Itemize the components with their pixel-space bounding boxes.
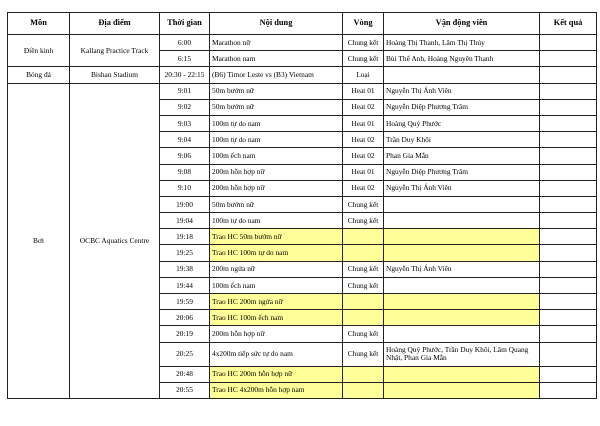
result-cell — [540, 342, 597, 366]
venue-cell: OCBC Aquatics Centre — [70, 83, 160, 398]
time-cell: 20:30 - 22:15 — [160, 67, 210, 83]
event-cell: 200m hỗn hợp nữ — [210, 326, 343, 342]
athletes-cell: Nguyễn Thị Ánh Viên — [384, 261, 540, 277]
athletes-cell: Nguyễn Diệp Phương Trâm — [384, 99, 540, 115]
round-cell — [343, 229, 384, 245]
athletes-cell: Nguyễn Diệp Phương Trâm — [384, 164, 540, 180]
round-cell: Chung kết — [343, 213, 384, 229]
round-cell — [343, 366, 384, 382]
event-cell: Trao HC 200m hỗn hợp nữ — [210, 366, 343, 382]
round-cell — [343, 310, 384, 326]
header-athletes: Vận động viên — [384, 13, 540, 35]
time-cell: 19:04 — [160, 213, 210, 229]
athletes-cell — [384, 229, 540, 245]
round-cell: Heat 02 — [343, 132, 384, 148]
round-cell: Chung kết — [343, 342, 384, 366]
event-cell: (B6) Timor Leste vs (B3) Vietnam — [210, 67, 343, 83]
round-cell — [343, 245, 384, 261]
round-cell: Chung kết — [343, 277, 384, 293]
time-cell: 9:02 — [160, 99, 210, 115]
result-cell — [540, 51, 597, 67]
round-cell: Chung kết — [343, 196, 384, 212]
athletes-cell — [384, 196, 540, 212]
athletes-cell: Nguyễn Thị Ánh Viên — [384, 83, 540, 99]
sport-cell: Bơi — [8, 83, 70, 398]
header-sport: Môn — [8, 13, 70, 35]
header-result: Kết quả — [540, 13, 597, 35]
result-cell — [540, 164, 597, 180]
athletes-cell: Hoàng Thị Thanh, Lâm Thị Thúy — [384, 35, 540, 51]
athletes-cell: Hoàng Quý Phước — [384, 115, 540, 131]
table-row — [8, 67, 597, 83]
athletes-cell — [384, 326, 540, 342]
event-cell: 200m hỗn hợp nữ — [210, 180, 343, 196]
schedule-table — [7, 12, 597, 399]
time-cell: 9:03 — [160, 115, 210, 131]
header-time: Thời gian — [160, 13, 210, 35]
athletes-cell — [384, 310, 540, 326]
round-cell: Heat 01 — [343, 115, 384, 131]
time-cell: 19:38 — [160, 261, 210, 277]
event-cell: 50m bướm nữ — [210, 83, 343, 99]
event-cell: 100m ếch nam — [210, 148, 343, 164]
event-cell: 100m tự do nam — [210, 132, 343, 148]
time-cell: 20:25 — [160, 342, 210, 366]
event-cell: 200m ngửa nữ — [210, 261, 343, 277]
round-cell: Heat 02 — [343, 180, 384, 196]
athletes-cell — [384, 366, 540, 382]
result-cell — [540, 35, 597, 51]
table-row — [8, 83, 597, 99]
time-cell: 6:00 — [160, 35, 210, 51]
sport-cell: Điền kinh — [8, 35, 70, 67]
result-cell — [540, 277, 597, 293]
time-cell: 9:10 — [160, 180, 210, 196]
time-cell: 9:01 — [160, 83, 210, 99]
round-cell: Loại — [343, 67, 384, 83]
athletes-cell: Phan Gia Mẫn — [384, 148, 540, 164]
result-cell — [540, 99, 597, 115]
time-cell: 9:08 — [160, 164, 210, 180]
athletes-cell — [384, 294, 540, 310]
time-cell: 19:44 — [160, 277, 210, 293]
round-cell: Chung kết — [343, 261, 384, 277]
result-cell — [540, 180, 597, 196]
event-cell: 100m tự do nam — [210, 115, 343, 131]
time-cell: 9:06 — [160, 148, 210, 164]
event-cell: 50m bướm nữ — [210, 196, 343, 212]
athletes-cell — [384, 382, 540, 398]
event-cell: Trao HC 4x200m hỗn hợp nam — [210, 382, 343, 398]
sport-cell: Bóng đá — [8, 67, 70, 83]
athletes-cell: Trần Duy Khôi — [384, 132, 540, 148]
table-row — [8, 35, 597, 51]
event-cell: Trao HC 100m ếch nam — [210, 310, 343, 326]
result-cell — [540, 83, 597, 99]
header-venue: Địa điểm — [70, 13, 160, 35]
round-cell: Heat 02 — [343, 99, 384, 115]
time-cell: 20:06 — [160, 310, 210, 326]
time-cell: 20:19 — [160, 326, 210, 342]
athletes-cell — [384, 67, 540, 83]
result-cell — [540, 115, 597, 131]
event-cell: Marathon nữ — [210, 35, 343, 51]
time-cell: 9:04 — [160, 132, 210, 148]
athletes-cell: Hoàng Quý Phước, Trần Duy Khôi, Lâm Quang Nhật, Phan Gia Mẫn — [384, 342, 540, 366]
result-cell — [540, 67, 597, 83]
result-cell — [540, 213, 597, 229]
result-cell — [540, 366, 597, 382]
round-cell: Heat 01 — [343, 83, 384, 99]
header-row — [8, 13, 597, 35]
schedule-body — [8, 35, 597, 399]
time-cell: 19:00 — [160, 196, 210, 212]
result-cell — [540, 132, 597, 148]
event-cell: Trao HC 50m bướm nữ — [210, 229, 343, 245]
result-cell — [540, 326, 597, 342]
result-cell — [540, 245, 597, 261]
venue-cell: Kallang Practice Track — [70, 35, 160, 67]
venue-cell: Bishan Stadium — [70, 67, 160, 83]
result-cell — [540, 294, 597, 310]
event-cell: 4x200m tiếp sức tự do nam — [210, 342, 343, 366]
time-cell: 20:48 — [160, 366, 210, 382]
round-cell: Heat 01 — [343, 164, 384, 180]
header-event: Nội dung — [210, 13, 343, 35]
event-cell: Marathon nam — [210, 51, 343, 67]
athletes-cell — [384, 245, 540, 261]
event-cell: 50m bướm nữ — [210, 99, 343, 115]
athletes-cell — [384, 213, 540, 229]
event-cell: Trao HC 200m ngửa nữ — [210, 294, 343, 310]
event-cell: 100m ếch nam — [210, 277, 343, 293]
time-cell: 19:25 — [160, 245, 210, 261]
round-cell — [343, 382, 384, 398]
time-cell: 19:18 — [160, 229, 210, 245]
athletes-cell: Bùi Thế Anh, Hoàng Nguyên Thanh — [384, 51, 540, 67]
result-cell — [540, 310, 597, 326]
result-cell — [540, 196, 597, 212]
event-cell: 100m tự do nam — [210, 213, 343, 229]
round-cell: Heat 02 — [343, 148, 384, 164]
time-cell: 19:59 — [160, 294, 210, 310]
time-cell: 6:15 — [160, 51, 210, 67]
event-cell: 200m hỗn hợp nữ — [210, 164, 343, 180]
result-cell — [540, 261, 597, 277]
athletes-cell: Nguyễn Thị Ánh Viên — [384, 180, 540, 196]
round-cell: Chung kết — [343, 51, 384, 67]
result-cell — [540, 148, 597, 164]
event-cell: Trao HC 100m tự do nam — [210, 245, 343, 261]
result-cell — [540, 382, 597, 398]
athletes-cell — [384, 277, 540, 293]
round-cell: Chung kết — [343, 326, 384, 342]
round-cell: Chung kết — [343, 35, 384, 51]
time-cell: 20:55 — [160, 382, 210, 398]
round-cell — [343, 294, 384, 310]
result-cell — [540, 229, 597, 245]
header-round: Vòng — [343, 13, 384, 35]
